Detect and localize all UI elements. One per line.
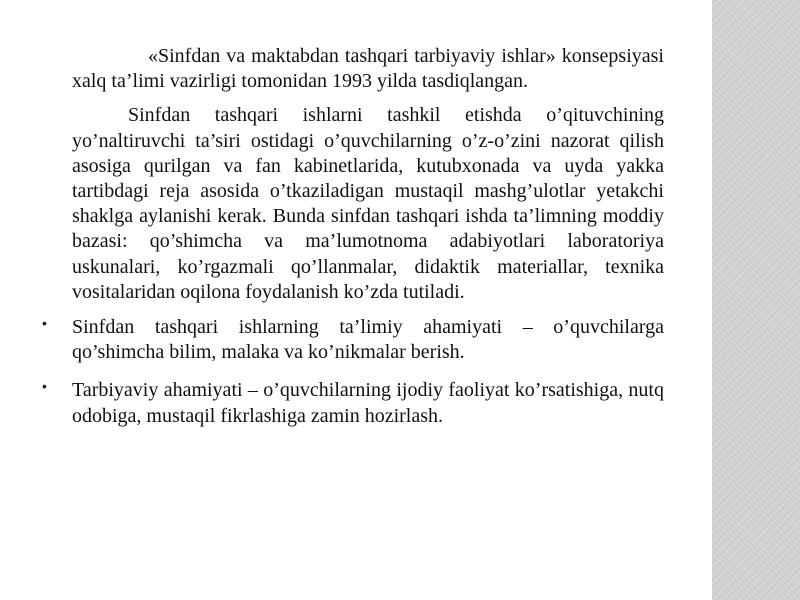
slide-body xyxy=(42,44,664,429)
decorative-side-panel xyxy=(712,0,800,600)
bullet-text: Tarbiyaviy ahamiyati – o’quvchilarning ijodiy faoliyat ko’rsatishiga, nutq odobiga, mustaqil fikrlashiga zamin hozirlash. xyxy=(72,379,664,427)
paragraph-intro: «Sinfdan va maktabdan tashqari tarbiyaviy ishlar» konsepsiyasi xalq ta’limi vazirligi tomonidan 1993 yilda tasdiqlangan. xyxy=(72,45,664,93)
bullet-icon: • xyxy=(42,378,47,395)
paragraph-main: Sinfdan tashqari ishlarni tashkil etishda o’qituvchining yo’naltiruvchi ta’siri ostidagi o’quvchilarning o’z-o’zini nazorat qilish asosiga qurilgan va fan kabinetlarida, kutubxonada va uyda yakka tartibdagi reja asosida o’tkaziladigan mustaqil mashg’ulotlar yetakchi shaklga aylanishi kerak. Bunda sinfdan tashqari ishda ta’limning moddiy bazasi: qo’shimcha va ma’lumotnoma adabiyotlari laboratoriya uskunalari, ko’rgazmali qo’llanmalar, didaktik materiallar, texnika vositalaridan oqilona foydalanish ko’zda tutiladi. xyxy=(72,104,664,303)
bullet-text: Sinfdan tashqari ishlarning ta’limiy ahamiyati – o’quvchilarga qo’shimcha bilim, malaka va ko’nikmalar berish. xyxy=(72,316,664,364)
bullet-item-educational xyxy=(42,315,664,365)
bullet-icon: • xyxy=(42,315,47,332)
bullet-item-upbringing xyxy=(42,378,664,428)
